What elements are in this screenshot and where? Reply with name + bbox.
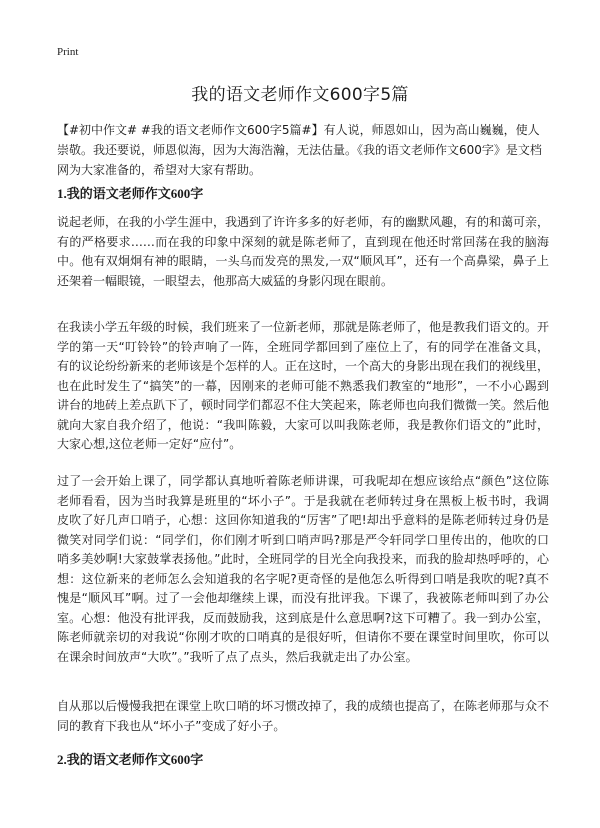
section-1-paragraph-4: 自从那以后慢慢我把在课堂上吹口哨的坏习惯改掉了，我的成绩也提高了，在陈老师那与众不同的教育下我也从“坏小子”变成了好小子。 (57, 699, 550, 733)
section-1-paragraph-1: 说起老师，在我的小学生涯中，我遇到了许许多多的好老师，有的幽默风趣，有的和蔼可亲，有的严格要求……而在我的印象中深刻的就是陈老师了，直到现在他还时常回荡在我的脑海中。他有双炯炯有神的眼睛，一头乌而发亮的黑发,一双“顺风耳”，还有一个高鼻梁，鼻子上还架着一幅眼镜，一眼望去，他那高大威猛的身影闪现在眼前。 (57, 215, 550, 288)
section-1-paragraph-2: 在我读小学五年级的时候，我们班来了一位新老师，那就是陈老师了，他是教我们语文的。开学的第一天“叮铃铃”的铃声响了一阵，全班同学都回到了座位上了，有的同学在准备文具，有的议论纷纷新来的老师该是个怎样的人。正在这时，一个高大的身影出现在我们的视线里，也在此时发生了“搞笑”的一幕，因刚来的老师可能不熟悉我们教室的“地形”，一不小心踢到讲台的地砖上差点趴下了，顿时同学们都忍不住大笑起来，陈老师也向我们微微一笑。然后他就向大家自我介绍了，他说：“我叫陈毅，大家可以叫我陈老师，我是教你们语文的”此时，大家心想,这位老师一定好“应付”。 (57, 320, 550, 451)
section-heading-1: 1.我的语文老师作文600字 (57, 186, 204, 201)
page-title: 我的语文老师作文600字5篇 (191, 85, 409, 105)
print-label: Print (57, 46, 79, 58)
section-1-paragraph-3: 过了一会开始上课了，同学都认真地听着陈老师讲课，可我呢却在想应该给点“颜色”这位陈老师看看，因为当时我算是班里的“坏小子”。于是我就在老师转过身在黑板上板书时，我调皮吹了好几声口哨子，心想：这回你知道我的“厉害”了吧!却出乎意料的是陈老师转过身仍是微笑对同学们说：“同学们，你们刚才听到口哨声吗?那是严令轩同学口里传出的，他吹的口哨多美妙啊!大家鼓掌表扬他。”此时，全班同学的目光全向我投来，而我的脸却热呼呼的，心想：这位新来的老师怎么会知道我的名字呢?更奇怪的是他怎么听得到口哨是我吹的呢?真不愧是“顺风耳”啊。过了一会他却继续上课，而没有批评我。下课了，我被陈老师叫到了办公室。心想：他没有批评我，反而鼓励我，这到底是什么意思啊?这下可糟了。我一到办公室，陈老师就亲切的对我说“你刚才吹的口哨真的是很好听，但请你不要在课堂时间里吹，你可以在课余时间放声“大吹”。”我听了点了点头，然后我就走出了办公室。 (57, 474, 549, 664)
intro-paragraph: 【#初中作文# #我的语文老师作文600字5篇#】有人说，师恩如山，因为高山巍巍，使人崇敬。我还要说，师恩似海，因为大海浩瀚，无法估量。《我的语文老师作文600字》是文档网为大家准备的，希望对大家有帮助。 (57, 123, 542, 177)
section-heading-2: 2.我的语文老师作文600字 (57, 752, 204, 767)
